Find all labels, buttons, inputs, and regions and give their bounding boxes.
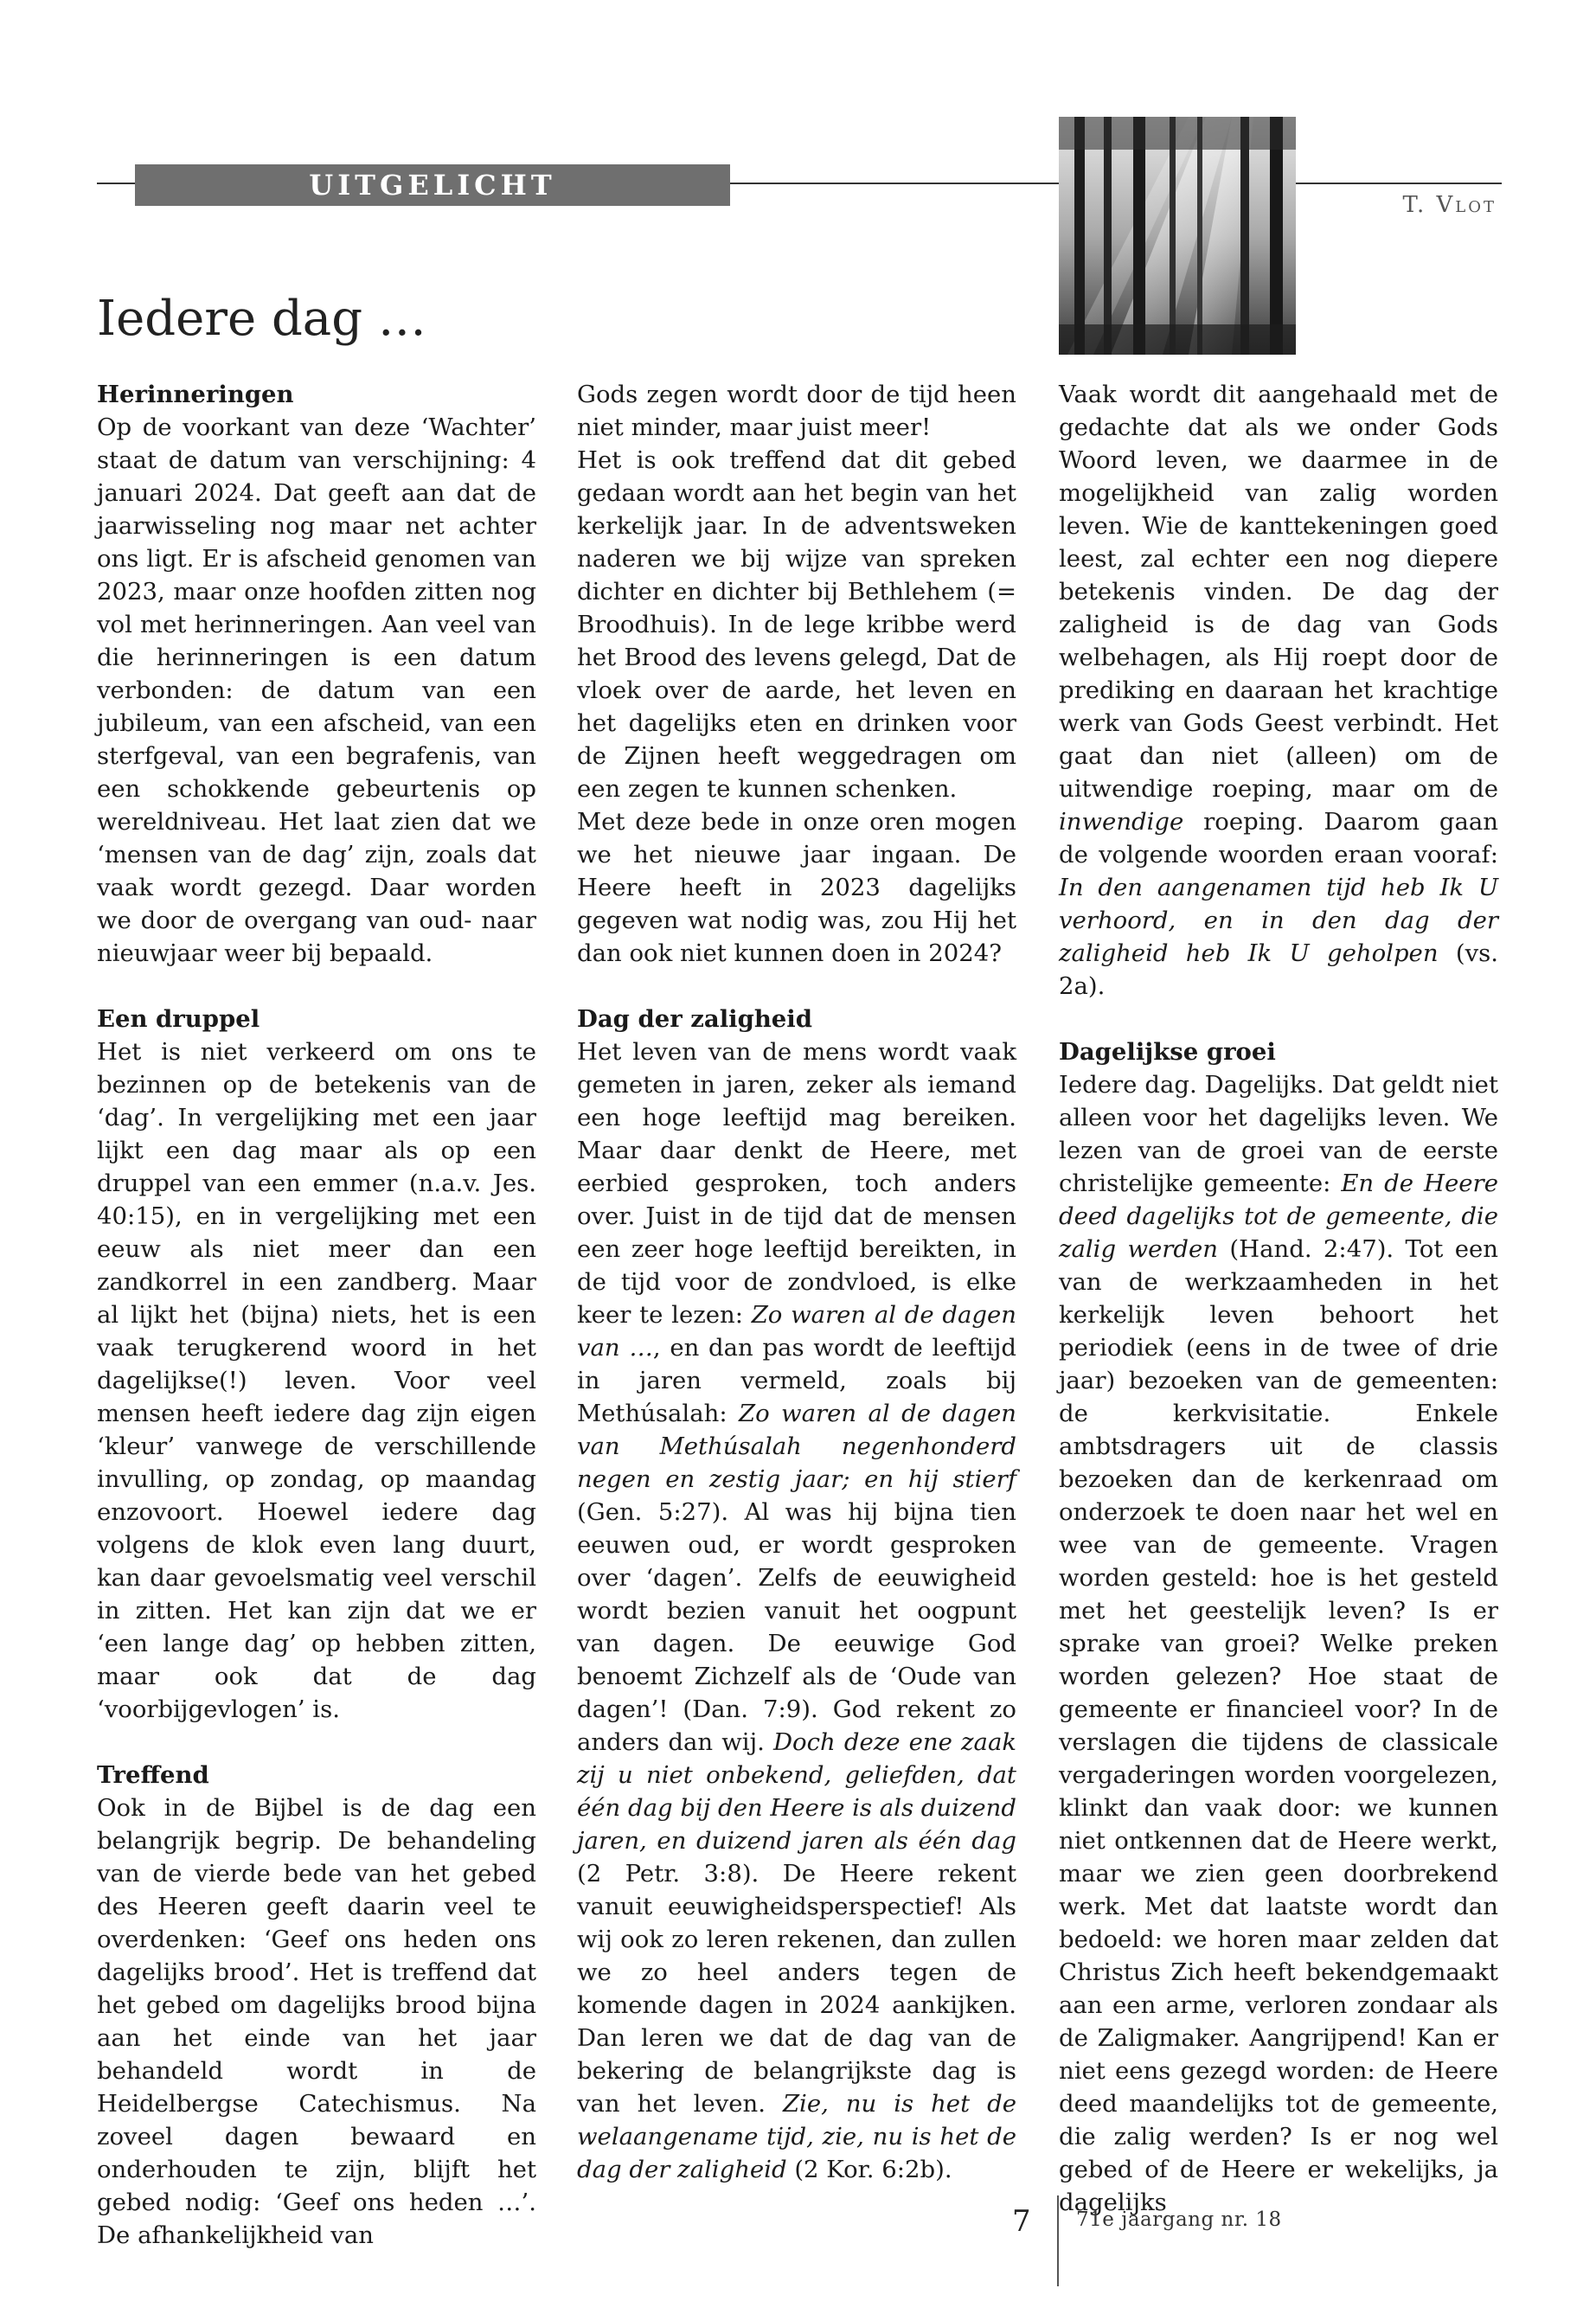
column-2 [577, 378, 1016, 2186]
issue-label: 71e jaargang nr. 18 [1076, 2208, 1282, 2231]
paragraph: Met deze bede in onze oren mogen we het nieuwe jaar ingaan. De Heere heeft in 2023 dagelijks gegeven wat nodig was, zou Hij het dan ook niet kunnen doen in 2024? [577, 808, 1016, 967]
paragraph: Iedere dag. Dagelijks. Dat geldt niet alleen voor het dagelijks leven. We lezen van de groei van de eerste christelijke gemeente: En de Heere deed dagelijks tot de gemeente, die zalig werden (Hand. 2:47). Tot een van de werkzaamheden in het kerkelijk leven behoort het periodiek (eens in de twee of drie jaar) bezoeken van de gemeenten: de kerkvisitatie. Enkele ambtsdragers uit de classis bezoeken dan de kerkenraad om onderzoek te doen naar het wel en wee van de gemeente. Vragen worden gesteld: hoe is het gesteld met het geestelijk leven? Is er sprake van groei? Welke preken worden gelezen? Hoe staat de gemeente er financieel voor? In de verslagen die tijdens de classicale vergaderingen worden voorgelezen, klinkt dan vaak door: we kunnen niet ontkennen dat de Heere werkt, maar we zien geen doorbrekend werk. Met dat laatste wordt dan bedoeld: we horen maar zelden dat Christus Zich heeft bekendgemaakt aan een arme, verloren zondaar als de Zaligmaker. Aangrijpend! Kan er niet eens gezegd worden: de Heere deed maandelijks tot de gemeente, die zalig werden? Is er nog wel gebed of de Heere er wekelijks, ja dagelijks [1059, 1071, 1498, 2216]
forest-photo [1059, 117, 1296, 355]
scripture-quote: Zo waren al de dagen van Methúsalah negenhonderd negen en zestig jaar; en hij stierf [577, 1400, 1016, 1493]
paragraph: Vaak wordt dit aangehaald met de gedachte dat als we onder Gods Woord leven, we daarmee in de mogelijkheid van zalig worden leven. Wie de kanttekeningen goed leest, zal echter een nog diepere betekenis vinden. De dag der zaligheid is de dag van Gods welbehagen, als Hij roept door de prediking en daaraan het krachtige werk van Gods Geest verbindt. Het gaat dan niet (alleen) om de uitwendige roeping, maar om de inwendige roeping. Daarom gaan de volgende woorden eraan vooraf: In den aangenamen tijd heb Ik U verhoord, en in den dag der zaligheid heb Ik U geholpen (vs. 2a). [1059, 381, 1498, 1000]
column-3 [1059, 378, 1498, 2219]
header-rule-right [1294, 183, 1502, 184]
paragraph: Op de voorkant van deze ‘Wachter’ staat de datum van verschijning: 4 januari 2024. Dat geeft aan dat de jaarwisseling nog maar net achter ons ligt. Er is afscheid genomen van 2023, maar onze hoofden zitten nog vol met herinneringen. Aan veel van die herinneringen is een datum verbonden: de datum van een jubileum, van een afscheid, van een sterfgeval, van een begrafenis, van een schokkende gebeurtenis op wereldniveau. Het laat zien dat we ‘mensen van de dag’ zijn, zoals dat vaak wordt gezegd. Daar worden we door de overgang van oud- naar nieuwjaar weer bij bepaald. [97, 413, 536, 967]
paragraph: Ook in de Bijbel is de dag een belangrijk begrip. De behandeling van de vierde bede van het gebed des Heeren geeft daarin veel te overdenken: ‘Geef ons heden ons dagelijks brood’. Het is treffend dat het gebed om dagelijks brood bijna aan het einde van het jaar behandeld wordt in de Heidelbergse Catechismus. Na zoveel dagen bewaard en onderhouden te zijn, blijft het gebed nodig: ‘Geef ons heden …’. De afhankelijkheid van [97, 1794, 536, 2249]
emphasis: inwendige [1059, 808, 1184, 836]
page-number: 7 [1012, 2204, 1031, 2239]
author-name: T. Vlot [1402, 192, 1497, 218]
scripture-quote: En de Heere deed dagelijks tot de gemeente, die zalig werden [1059, 1170, 1498, 1263]
subheading-herinneringen: Herinneringen [97, 381, 294, 408]
paragraph: Het is ook treffend dat dit gebed gedaan wordt aan het begin van het kerkelijk jaar. In de adventsweken naderen we bij wijze van spreken dichter en dichter bij Bethlehem (= Broodhuis). In de lege kribbe werd het Brood des levens gelegd, Dat de vloek over de aarde, het leven en het dagelijks eten en drinken voor de Zijnen heeft weggedragen om een zegen te kunnen schenken. [577, 446, 1016, 803]
subheading-een-druppel: Een druppel [97, 1005, 260, 1033]
subheading-dagelijkse-groei: Dagelijkse groei [1059, 1038, 1276, 1066]
paragraph: Gods zegen wordt door de tijd heen niet minder, maar juist meer! [577, 381, 1016, 441]
scripture-quote: In den aangenamen tijd heb Ik U verhoord, en in den dag der zaligheid heb Ik U geholpen [1059, 874, 1498, 967]
section-banner: UITGELICHT [135, 164, 730, 206]
footer-divider [1057, 2195, 1059, 2286]
subheading-treffend: Treffend [97, 1761, 209, 1789]
scripture-quote: Doch deze ene zaak zij u niet onbekend, geliefden, dat één dag bij den Heere is als duizend jaren, en duizend jaren als één dag [577, 1728, 1016, 1855]
paragraph: Het is niet verkeerd om ons te bezinnen op de betekenis van de ‘dag’. In vergelijking met een jaar lijkt een dag maar als op een druppel van een emmer (n.a.v. Jes. 40:15), en in vergelijking met een eeuw als niet meer dan een zandkorrel in een zandberg. Maar al lijkt het (bijna) niets, het is een vaak terugkerend woord in het dagelijkse(!) leven. Voor veel mensen heeft iedere dag zijn eigen ‘kleur’ vanwege de verschillende invulling, op zondag, op maandag enzovoort. Hoewel iedere dag volgens de klok even lang duurt, kan daar gevoelsmatig veel verschil in zitten. Het kan zijn dat we er ‘een lange dag’ op hebben zitten, maar ook dat de dag ‘voorbijgevlogen’ is. [97, 1038, 536, 1723]
column-1 [97, 378, 536, 2252]
paragraph: Het leven van de mens wordt vaak gemeten in jaren, zeker als iemand een hoge leeftijd mag bereiken. Maar daar denkt de Heere, met eerbied gesproken, toch anders over. Juist in de tijd dat de mensen een zeer hoge leeftijd bereikten, in de tijd voor de zondvloed, is elke keer te lezen: Zo waren al de dagen van …, en dan pas wordt de leeftijd in jaren vermeld, zoals bij Methúsalah: Zo waren al de dagen van Methúsalah negenhonderd negen en zestig jaar; en hij stierf (Gen. 5:27). Al was hij bijna tien eeuwen oud, er wordt gesproken over ‘dagen’. Zelfs de eeuwigheid wordt bezien vanuit het oogpunt van dagen. De eeuwige God benoemt Zichzelf als de ‘Oude van dagen’! (Dan. 7:9). God rekent zo anders dan wij. Doch deze ene zaak zij u niet onbekend, geliefden, dat één dag bij den Heere is als duizend jaren, en duizend jaren als één dag (2 Petr. 3:8). De Heere rekent vanuit eeuwigheidsperspectief! Als wij ook zo leren rekenen, dan zullen we zo heel anders tegen de komende dagen in 2024 aankijken. Dan leren we dat de dag van de bekering de belangrijkste dag is van het leven. Zie, nu is het de welaangename tijd, zie, nu is het de dag der zaligheid (2 Kor. 6:2b). [577, 1038, 1016, 2183]
scripture-quote: Zie, nu is het de welaangename tijd, zie, nu is het de dag der zaligheid [577, 2090, 1016, 2183]
scripture-quote: Zo waren al de dagen van … [577, 1301, 1016, 1362]
page-title: Iedere dag … [97, 290, 426, 347]
subheading-dag-der-zaligheid: Dag der zaligheid [577, 1005, 812, 1033]
